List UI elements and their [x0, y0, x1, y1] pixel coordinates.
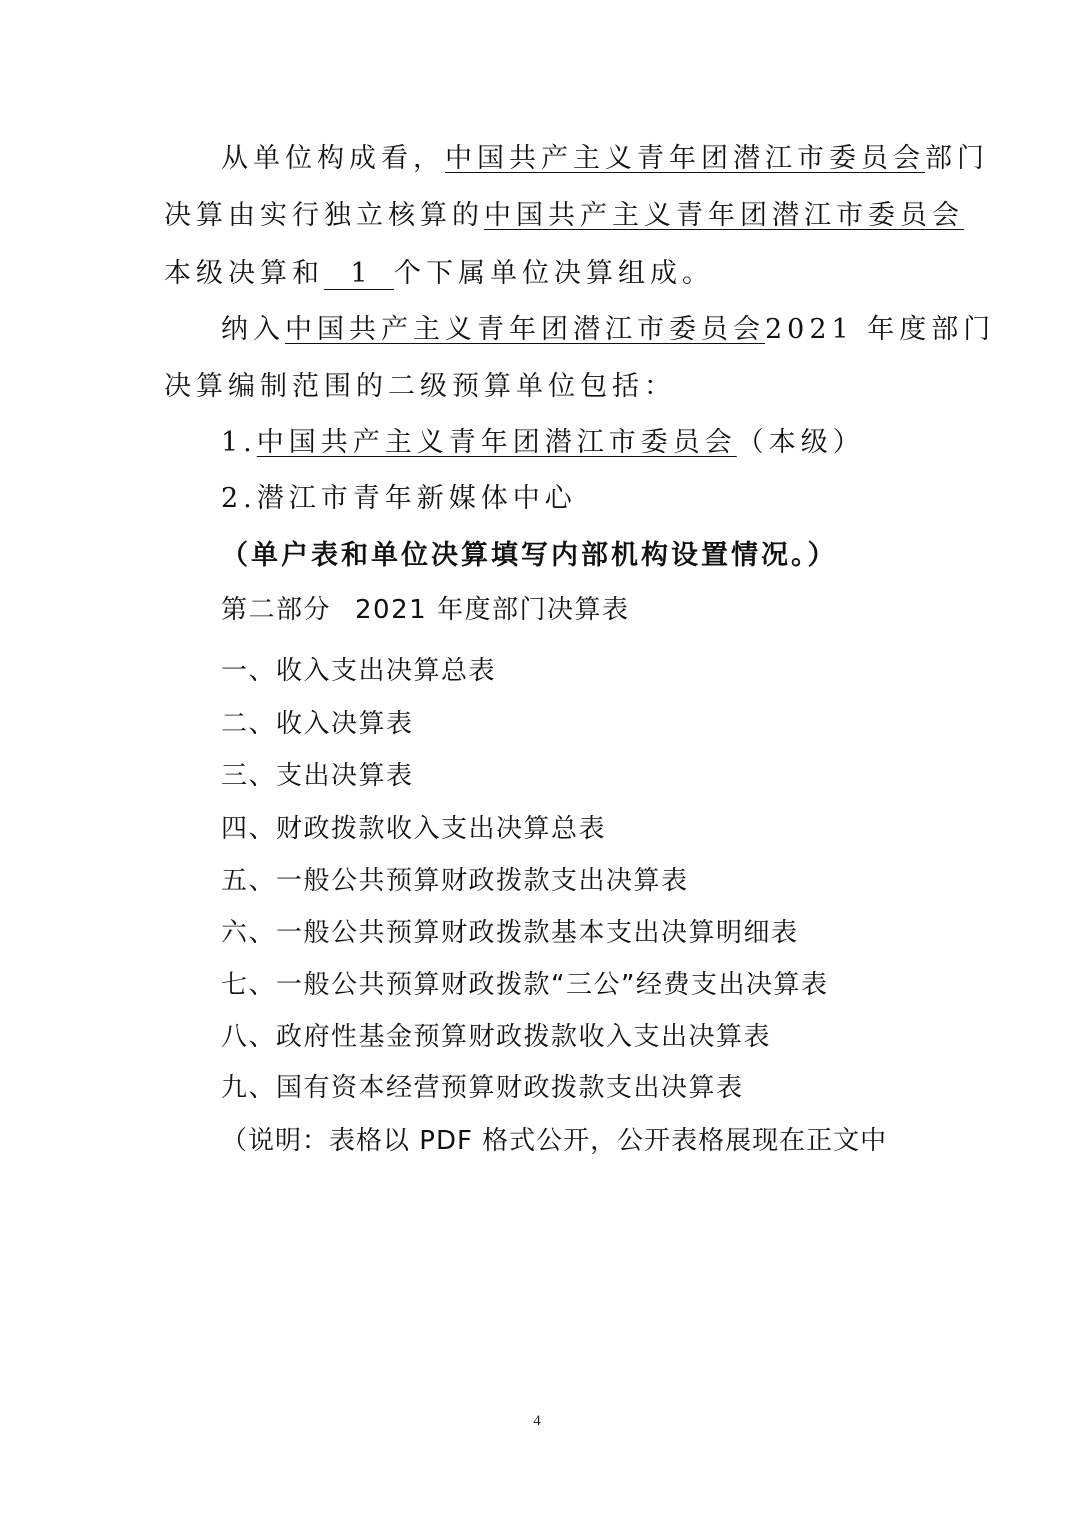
- table-list-item: [221, 658, 496, 684]
- text: 九、国有资本经营预算财政拨款支出决算表: [221, 1073, 744, 1103]
- text: 纳入: [221, 314, 285, 345]
- text: 三、支出决算表: [221, 761, 414, 791]
- table-list-item: [221, 763, 414, 789]
- text: 四、财政拨款收入支出决算总表: [221, 814, 607, 844]
- table-list-item: [221, 868, 689, 894]
- text: 决算编制范围的二级预算单位包括：: [164, 371, 676, 402]
- table-list-item: [221, 711, 414, 737]
- organization-name: 中国共产主义青年团潜江市委员会: [285, 314, 765, 345]
- text: 个下属单位决算组成。: [394, 258, 714, 289]
- text: 决算由实行独立核算的: [164, 200, 484, 231]
- paragraph-line: [164, 202, 964, 229]
- table-list-item: [221, 920, 799, 946]
- text: 部门: [925, 143, 989, 174]
- table-list-item: [221, 972, 828, 998]
- part-label: 第二部分: [221, 595, 332, 625]
- text: 六、一般公共预算财政拨款基本支出决算明细表: [221, 918, 799, 948]
- paragraph-line: [221, 316, 995, 343]
- organization-name: 中国共产主义青年团潜江市委员会: [256, 427, 737, 458]
- text: 本级决算和: [164, 258, 324, 289]
- text: 八、政府性基金预算财政拨款收入支出决算表: [221, 1022, 772, 1052]
- item-number: 1.: [221, 427, 257, 458]
- text: （本级）: [736, 427, 865, 458]
- text: 二、收入决算表: [221, 709, 414, 739]
- paragraph-line: [221, 145, 989, 172]
- subordinate-unit-count: 1: [324, 259, 394, 290]
- part-title: 2021 年度部门决算表: [355, 595, 630, 625]
- table-list-item: [221, 1075, 744, 1101]
- paragraph-line: [164, 373, 676, 400]
- page-number: 4: [533, 1413, 541, 1429]
- table-list-item: [221, 816, 606, 842]
- text: 一、收入支出决算总表: [221, 656, 497, 686]
- part-heading: [221, 597, 629, 623]
- text: （单户表和单位决算填写内部机构设置情况。）: [221, 540, 838, 571]
- table-list-item: [221, 1024, 771, 1050]
- text: 2021 年度部门: [765, 314, 996, 345]
- explanation-note: [221, 1128, 887, 1154]
- organization-name: 中国共产主义青年团潜江市委员会: [484, 200, 964, 231]
- unit-list-item: [221, 485, 577, 512]
- paragraph-line: [164, 259, 714, 290]
- internal-structure-note: [221, 542, 838, 569]
- text: 七、一般公共预算财政拨款“三公”经费支出决算表: [221, 970, 829, 1000]
- text: 从单位构成看，: [221, 143, 445, 174]
- unit-list-item: [221, 429, 865, 456]
- organization-name: 中国共产主义青年团潜江市委员会: [445, 143, 925, 174]
- text: 2.潜江市青年新媒体中心: [221, 483, 577, 514]
- text: （说明：表格以 PDF 格式公开，公开表格展现在正文中: [221, 1126, 888, 1156]
- text: 五、一般公共预算财政拨款支出决算表: [221, 866, 689, 896]
